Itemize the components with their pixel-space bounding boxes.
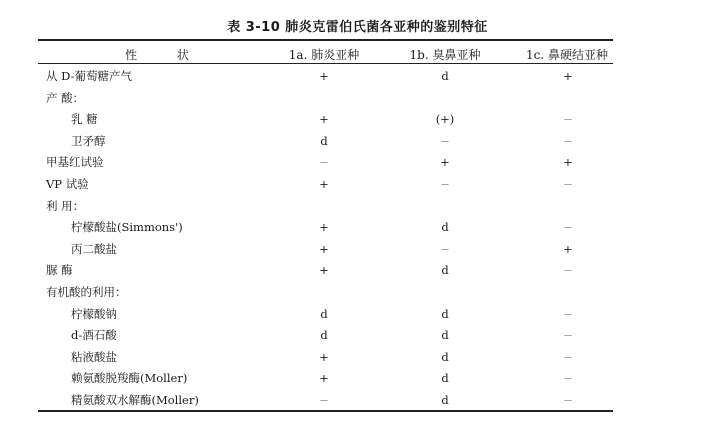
table-row: [0, 284, 715, 306]
row-value-1c: −: [563, 133, 573, 148]
row-label: d-酒石酸: [71, 328, 117, 343]
table-row: [0, 198, 715, 220]
row-value-1c: −: [563, 371, 573, 386]
row-label: 从 D-葡萄糖产气: [46, 69, 132, 83]
row-value-1c: +: [563, 69, 573, 83]
table-row: [0, 133, 715, 155]
row-value-1a: +: [319, 371, 329, 386]
row-value-1a: +: [319, 349, 329, 364]
top-rule: [38, 39, 613, 41]
table-row: [0, 262, 715, 284]
table-row: [0, 370, 715, 392]
row-value-1b: d: [441, 306, 449, 321]
row-value-1b: (+): [435, 112, 455, 127]
bottom-rule: [38, 410, 613, 412]
row-value-1a: +: [319, 112, 329, 127]
row-label: 柠檬酸盐(Simmons'): [71, 220, 183, 235]
table-row: [0, 327, 715, 349]
row-value-1b: −: [440, 133, 450, 148]
row-label: VP 试验: [46, 177, 89, 191]
row-label: 卫矛醇: [71, 133, 106, 148]
table-row: [0, 219, 715, 241]
row-value-1c: −: [563, 306, 573, 321]
row-value-1c: −: [563, 349, 573, 364]
row-label: 精氨酸双水解酶(Moller): [71, 393, 199, 407]
row-value-1b: d: [441, 263, 449, 278]
row-value-1c: −: [563, 112, 573, 127]
header-property: 性 状: [125, 48, 207, 62]
row-value-1c: +: [563, 155, 573, 170]
row-label: 有机酸的利用：: [46, 285, 127, 299]
row-value-1c: +: [563, 241, 573, 256]
row-label: 赖氨酸脱羧酶(Moller): [71, 371, 188, 386]
row-value-1a: +: [319, 177, 329, 191]
header-subsp-1c: 1c. 鼻硬结亚种: [526, 48, 608, 62]
row-value-1a: +: [319, 241, 329, 256]
row-value-1c: −: [563, 220, 573, 235]
row-value-1a: +: [319, 220, 329, 235]
row-value-1a: +: [319, 69, 329, 83]
row-value-1c: −: [563, 393, 573, 407]
table-row: [0, 154, 715, 176]
table-row: [0, 111, 715, 133]
row-value-1b: d: [441, 371, 449, 386]
row-label: 乳 糖: [71, 112, 98, 127]
row-value-1a: d: [320, 328, 328, 343]
row-value-1a: d: [320, 133, 328, 148]
header-subsp-1b: 1b. 臭鼻亚种: [409, 48, 481, 62]
row-value-1b: −: [440, 177, 450, 191]
table-row: [0, 90, 715, 112]
row-value-1a: +: [319, 263, 329, 278]
table-row: [0, 306, 715, 328]
row-value-1a: −: [319, 393, 329, 407]
table-title: 表 3-10 肺炎克雷伯氏菌各亚种的鉴别特征: [227, 20, 488, 35]
row-value-1a: −: [319, 155, 329, 170]
row-label: 利 用：: [46, 198, 85, 213]
header-rule: [38, 63, 613, 64]
header-subsp-1a: 1a. 肺炎亚种: [288, 48, 360, 62]
row-value-1b: d: [441, 328, 449, 343]
row-label: 丙二酸盐: [71, 241, 117, 256]
table-row: [0, 68, 715, 90]
row-label: 产 酸：: [46, 90, 85, 105]
row-value-1b: −: [440, 241, 450, 256]
table-row: [0, 176, 715, 198]
row-value-1b: d: [441, 349, 449, 364]
row-value-1a: d: [320, 306, 328, 321]
row-value-1b: d: [441, 220, 449, 235]
row-value-1b: d: [441, 69, 449, 83]
table-row: [0, 241, 715, 263]
row-value-1b: d: [441, 393, 449, 407]
row-value-1c: −: [563, 263, 573, 278]
row-label: 甲基红试验: [46, 155, 104, 170]
row-value-1c: −: [563, 328, 573, 343]
row-label: 粘液酸盐: [71, 349, 117, 364]
row-value-1b: +: [440, 155, 450, 170]
row-value-1c: −: [563, 177, 573, 191]
row-label: 柠檬酸钠: [71, 306, 117, 321]
row-label: 脲 酶: [46, 263, 73, 278]
table-row: [0, 349, 715, 371]
